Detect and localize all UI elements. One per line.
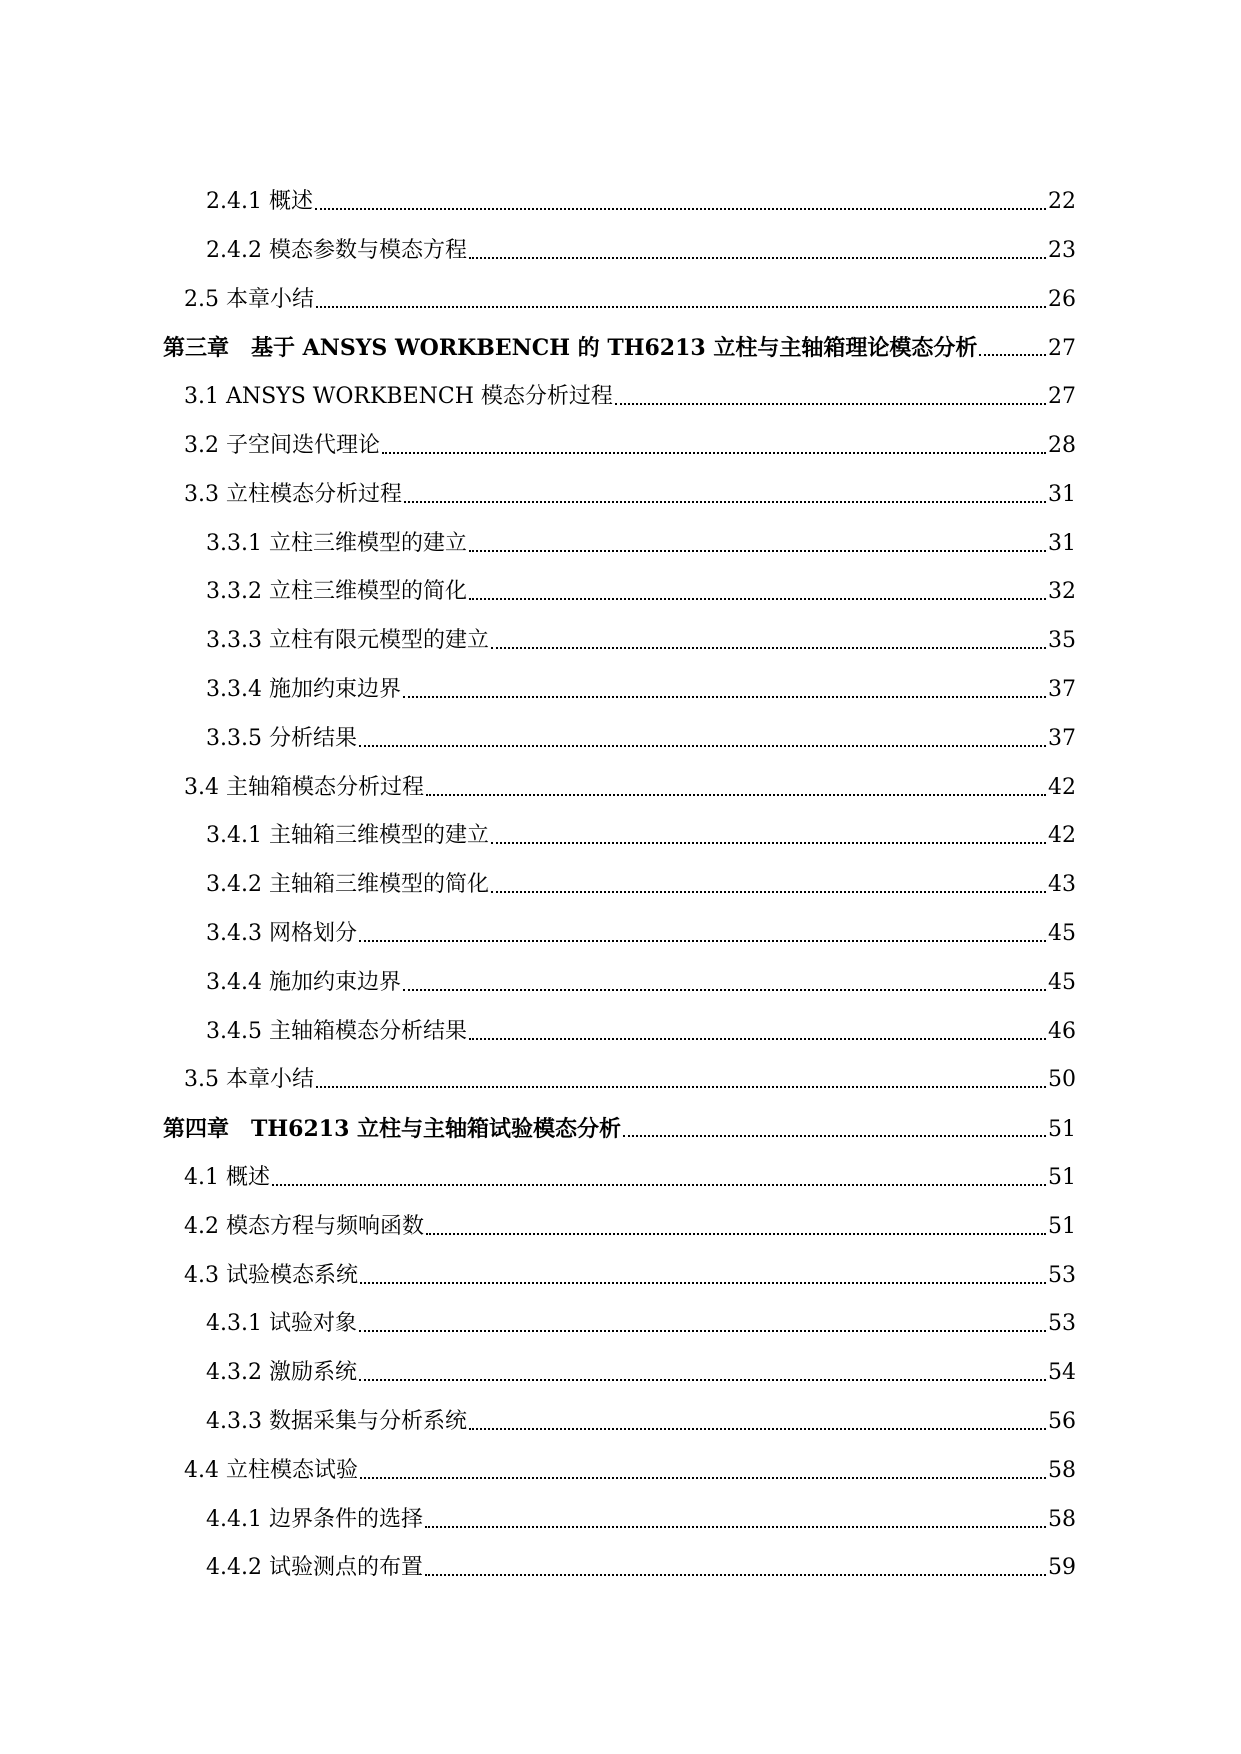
toc-entry-row (206, 576, 1076, 608)
toc-entry-row (206, 723, 1076, 755)
toc-entry[interactable] (0, 674, 1241, 723)
toc-entry[interactable] (0, 1260, 1241, 1309)
toc-entry[interactable] (0, 430, 1241, 479)
dot-leader (469, 1036, 1046, 1040)
toc-entry[interactable] (0, 1308, 1241, 1357)
toc-entry[interactable] (0, 1016, 1241, 1065)
toc-entry[interactable] (0, 381, 1241, 430)
toc-entry-title: 3.4 主轴箱模态分析过程 (184, 774, 424, 800)
dot-leader (359, 938, 1046, 942)
toc-entry-row (163, 332, 1076, 364)
toc-entry-title: 3.2 子空间迭代理论 (184, 432, 380, 458)
dot-leader (979, 352, 1046, 356)
dot-leader (491, 840, 1046, 844)
dot-leader (425, 1572, 1046, 1576)
toc-entry-title: 4.3.1 试验对象 (206, 1311, 357, 1337)
toc-entry-page-number: 53 (1048, 1311, 1076, 1337)
dot-leader (469, 1426, 1046, 1430)
toc-entry-page-number: 50 (1048, 1067, 1076, 1093)
dot-leader (615, 401, 1046, 405)
dot-leader (359, 1377, 1046, 1381)
toc-entry-row (206, 1308, 1076, 1340)
toc-entry[interactable] (0, 479, 1241, 528)
toc-entry-page-number: 45 (1048, 969, 1076, 995)
toc-entry[interactable] (0, 284, 1241, 333)
toc-entry[interactable] (0, 1162, 1241, 1211)
dot-leader (272, 1182, 1046, 1186)
toc-entry-title: 3.4.3 网格划分 (206, 920, 357, 946)
toc-entry-page-number: 54 (1048, 1360, 1076, 1386)
toc-entry[interactable] (0, 235, 1241, 284)
toc-entry-title: 3.3.4 施加约束边界 (206, 676, 401, 702)
dot-leader (404, 499, 1046, 503)
toc-entry-row (184, 1162, 1076, 1194)
toc-entry-row (206, 918, 1076, 950)
toc-entry-title: 3.4.4 施加约束边界 (206, 969, 401, 995)
toc-entry-row (206, 1552, 1076, 1584)
toc-entry-title: 4.4.1 边界条件的选择 (206, 1506, 423, 1532)
toc-entry-page-number: 27 (1048, 384, 1076, 410)
toc-entry-page-number: 28 (1048, 432, 1076, 458)
toc-entry-row (184, 1211, 1076, 1243)
dot-leader (403, 987, 1046, 991)
toc-entry-title: 第四章 TH6213 立柱与主轴箱试验模态分析 (163, 1116, 622, 1143)
toc-entry-page-number: 56 (1048, 1408, 1076, 1434)
toc-entry-title: 2.5 本章小结 (184, 286, 314, 312)
toc-entry[interactable] (0, 723, 1241, 772)
toc-entry-page-number: 58 (1048, 1457, 1076, 1483)
toc-entry-row (184, 772, 1076, 804)
toc-entry-row (206, 186, 1076, 218)
toc-entry-row (184, 1064, 1076, 1096)
toc-entry-page-number: 43 (1048, 872, 1076, 898)
toc-entry-row (206, 1504, 1076, 1536)
toc-entry-row (206, 528, 1076, 560)
dot-leader (359, 1328, 1046, 1332)
toc-entry-page-number: 22 (1048, 189, 1076, 214)
toc-entry-row (184, 479, 1076, 511)
dot-leader (491, 645, 1046, 649)
toc-entry-title: 3.3.1 立柱三维模型的建立 (206, 530, 467, 556)
toc-entry-title: 4.3.3 数据采集与分析系统 (206, 1408, 467, 1434)
toc-entry-page-number: 31 (1048, 481, 1076, 507)
toc-entry-row (206, 1357, 1076, 1389)
toc-entry[interactable] (0, 186, 1241, 235)
toc-entry-title: 3.3.3 立柱有限元模型的建立 (206, 628, 489, 654)
dot-leader (316, 1084, 1046, 1088)
toc-entry-title: 4.3 试验模态系统 (184, 1262, 358, 1288)
toc-entry-title: 4.4.2 试验测点的布置 (206, 1555, 423, 1581)
toc-entry-row (184, 381, 1076, 413)
toc-entry-row (184, 1455, 1076, 1487)
toc-entry[interactable] (0, 1211, 1241, 1260)
dot-leader (623, 1133, 1046, 1137)
toc-entry-row (163, 1113, 1076, 1145)
toc-entry-title: 4.4 立柱模态试验 (184, 1457, 358, 1483)
toc-entry[interactable] (0, 772, 1241, 821)
toc-entry-title: 3.3 立柱模态分析过程 (184, 481, 402, 507)
toc-entry-title: 3.3.5 分析结果 (206, 725, 357, 751)
toc-entry-row (184, 1260, 1076, 1292)
toc-entry-title: 2.4.1 概述 (206, 189, 313, 214)
toc-entry[interactable] (0, 918, 1241, 967)
toc-entry[interactable] (0, 1406, 1241, 1455)
dot-leader (469, 255, 1046, 259)
toc-entry[interactable] (0, 1552, 1241, 1601)
toc-entry-page-number: 32 (1048, 579, 1076, 605)
toc-entry-row (206, 1406, 1076, 1438)
toc-entry[interactable] (0, 820, 1241, 869)
toc-entry-page-number: 58 (1048, 1506, 1076, 1532)
toc-entry-page-number: 37 (1048, 676, 1076, 702)
toc-entry[interactable] (0, 625, 1241, 674)
toc-entry[interactable] (0, 1357, 1241, 1406)
toc-entry-title: 3.4.1 主轴箱三维模型的建立 (206, 823, 489, 849)
toc-entry-row (206, 869, 1076, 901)
toc-entry-row (184, 430, 1076, 462)
table-of-contents (0, 186, 1241, 1601)
toc-entry[interactable] (0, 967, 1241, 1016)
toc-entry-title: 4.1 概述 (184, 1164, 270, 1190)
toc-entry-row (206, 1016, 1076, 1048)
dot-leader (469, 596, 1046, 600)
dot-leader (359, 743, 1046, 747)
toc-entry-title: 3.1 ANSYS WORKBENCH 模态分析过程 (184, 384, 613, 410)
toc-entry-page-number: 37 (1048, 725, 1076, 751)
dot-leader (403, 694, 1046, 698)
toc-entry[interactable] (0, 869, 1241, 918)
toc-entry-page-number: 42 (1048, 774, 1076, 800)
toc-entry[interactable] (0, 332, 1241, 381)
dot-leader (315, 206, 1046, 210)
dot-leader (469, 548, 1046, 552)
toc-entry-row (206, 625, 1076, 657)
toc-entry-title: 3.4.2 主轴箱三维模型的简化 (206, 872, 489, 898)
toc-entry-page-number: 35 (1048, 628, 1076, 654)
toc-entry-page-number: 53 (1048, 1262, 1076, 1288)
toc-entry-page-number: 26 (1048, 286, 1076, 312)
toc-entry-page-number: 59 (1048, 1555, 1076, 1581)
dot-leader (425, 1524, 1046, 1528)
toc-entry[interactable] (0, 1113, 1241, 1162)
toc-entry-page-number: 46 (1048, 1018, 1076, 1044)
toc-entry-page-number: 51 (1048, 1213, 1076, 1239)
toc-entry-row (206, 235, 1076, 267)
toc-entry-title: 3.4.5 主轴箱模态分析结果 (206, 1018, 467, 1044)
toc-entry-title: 第三章 基于 ANSYS WORKBENCH 的 TH6213 立柱与主轴箱理论模态分析 (163, 335, 978, 362)
dot-leader (360, 1280, 1046, 1284)
toc-entry[interactable] (0, 1455, 1241, 1504)
toc-entry-page-number: 51 (1048, 1117, 1076, 1143)
toc-entry-page-number: 27 (1048, 336, 1076, 362)
toc-entry[interactable] (0, 528, 1241, 577)
toc-entry[interactable] (0, 576, 1241, 625)
dot-leader (491, 889, 1046, 893)
toc-entry[interactable] (0, 1504, 1241, 1553)
toc-entry-title: 2.4.2 模态参数与模态方程 (206, 237, 467, 263)
dot-leader (360, 1475, 1046, 1479)
toc-entry-page-number: 51 (1048, 1164, 1076, 1190)
toc-entry[interactable] (0, 1064, 1241, 1113)
dot-leader (382, 450, 1046, 454)
toc-entry-row (206, 674, 1076, 706)
toc-entry-row (206, 967, 1076, 999)
toc-entry-row (184, 284, 1076, 316)
dot-leader (316, 304, 1046, 308)
toc-entry-page-number: 31 (1048, 530, 1076, 556)
toc-entry-page-number: 23 (1048, 237, 1076, 263)
toc-entry-row (206, 820, 1076, 852)
toc-entry-page-number: 45 (1048, 920, 1076, 946)
toc-entry-title: 3.3.2 立柱三维模型的简化 (206, 579, 467, 605)
dot-leader (426, 792, 1046, 796)
toc-entry-title: 3.5 本章小结 (184, 1067, 314, 1093)
toc-entry-page-number: 42 (1048, 823, 1076, 849)
dot-leader (426, 1231, 1046, 1235)
toc-entry-title: 4.2 模态方程与频响函数 (184, 1213, 424, 1239)
toc-entry-title: 4.3.2 激励系统 (206, 1360, 357, 1386)
